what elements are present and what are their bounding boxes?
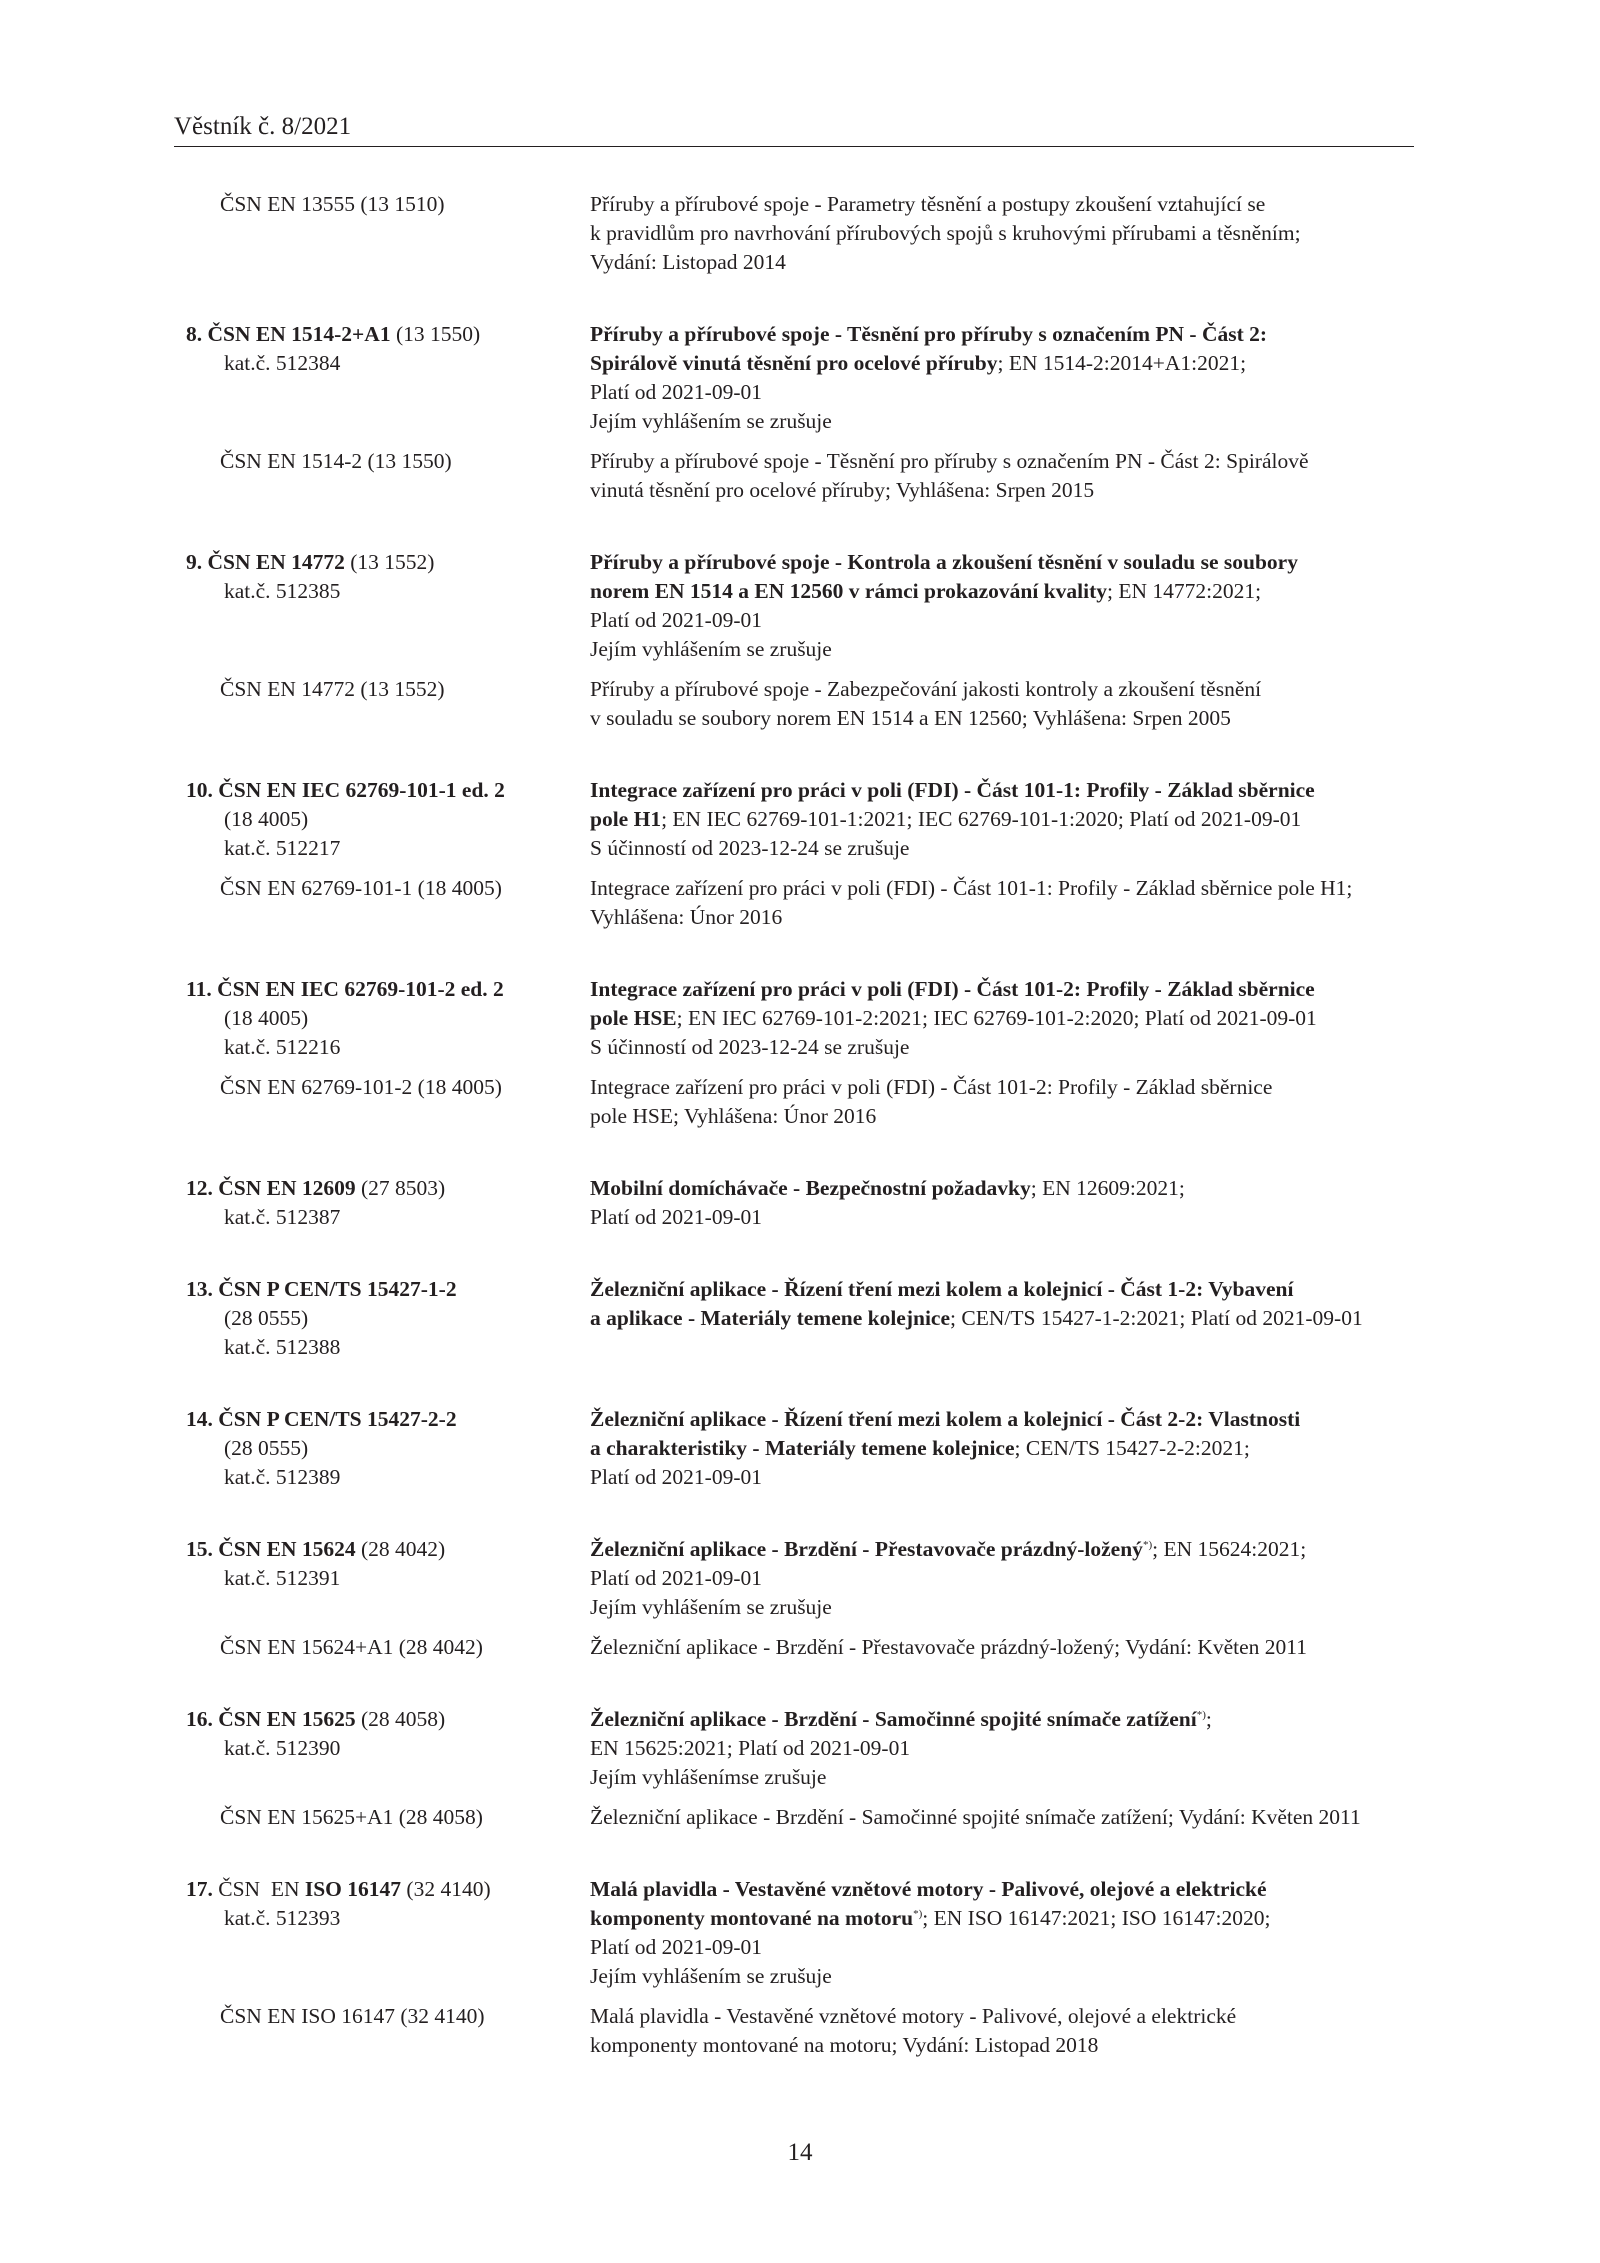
replaced-standard: ČSN EN 15625+A1 (28 4058) Železniční aplikace - Brzdění - Samočinné spojité snímače zatížení; Vydání: Květen 2011 — [0, 1803, 1600, 1832]
replaced-standard: ČSN EN 15624+A1 (28 4042) Železniční aplikace - Brzdění - Přestavovače prázdný-ložený; Vydání: Květen 2011 — [0, 1633, 1600, 1662]
replaced-standard: ČSN EN 62769-101-1 (18 4005) Integrace zařízení pro práci v poli (FDI) - Část 101-1: Profily - Základ sběrnice pole H1; Vyhlášena: Únor 2016 — [220, 876, 1353, 929]
entry-15 — [0, 1535, 1600, 1662]
standard-title: Spirálově vinutá těsnění pro ocelové příruby — [590, 351, 998, 375]
standard-code: 10. ČSN EN IEC 62769-101-1 ed. 2 — [186, 778, 505, 802]
entry-continuation — [0, 190, 1600, 277]
standard-code: 16. ČSN EN 15625 (28 4058) — [186, 1707, 446, 1731]
standard-code: 12. ČSN EN 12609 (27 8503) — [186, 1176, 446, 1200]
standard-title: Malá plavidla - Vestavěné vznětové motory - Palivové, olejové a elektrické — [590, 1877, 1267, 1901]
standard-title: Mobilní domíchávače - Bezpečnostní požadavky — [590, 1176, 1031, 1200]
repeal-note: Jejím vyhlášením se zrušuje — [590, 1964, 832, 1988]
entry-11 — [0, 975, 1600, 1131]
standard-title: Železniční aplikace - Brzdění - Samočinné spojité snímače zatížení — [590, 1707, 1197, 1731]
catalog-number: kat.č. 512391 — [224, 1566, 341, 1590]
standard-code: 11. ČSN EN IEC 62769-101-2 ed. 2 — [186, 977, 504, 1001]
replaced-code: ČSN EN 62769-101-2 (18 4005) — [220, 1075, 502, 1099]
standard-title: Železniční aplikace - Brzdění - Přestavovače prázdný-ložený — [590, 1537, 1143, 1561]
standard-class: (28 0555) — [224, 1436, 309, 1460]
valid-from: Platí od 2021-09-01 — [590, 1935, 762, 1959]
valid-from: EN 15625:2021; Platí od 2021-09-01 — [590, 1736, 911, 1760]
standard-code: 17. ČSN EN ISO 16147 (32 4140) — [186, 1877, 491, 1901]
catalog-number: kat.č. 512389 — [224, 1465, 341, 1489]
replaced-code: ČSN EN 62769-101-1 (18 4005) — [220, 876, 502, 900]
repeal-note: Jejím vyhlášením se zrušuje — [590, 409, 832, 433]
catalog-number: kat.č. 512384 — [224, 351, 341, 375]
valid-from: Platí od 2021-09-01 — [590, 1205, 762, 1229]
valid-from: Platí od 2021-09-01 — [590, 380, 762, 404]
replaced-standard: ČSN EN ISO 16147 (32 4140) Malá plavidla - Vestavěné vznětové motory - Palivové, olejové a elektrické komponenty montované na motoru; Vydání: Listopad 2018 — [220, 2004, 1237, 2057]
new-standard: 13. ČSN P CEN/TS 15427-1-2 (28 0555) kat.č. 512388 Železniční aplikace - Řízení tření mezi kolem a kolejnicí - Část 1-2: Vybavení a aplikace - Materiály temene kolejnice; CEN/TS 15427-1-2:2021; Platí od 2021-09-01 — [0, 1275, 1600, 1362]
footnote-marker: *) — [1196, 1709, 1206, 1721]
standard-code: 14. ČSN P CEN/TS 15427-2-2 — [186, 1407, 457, 1431]
catalog-number: kat.č. 512388 — [224, 1335, 341, 1359]
page-number: 14 — [787, 2139, 813, 2166]
entry-13 — [0, 1275, 1600, 1362]
standard-title: a aplikace - Materiály temene kolejnice — [590, 1306, 951, 1330]
standard-title: pole H1 — [590, 807, 662, 831]
standard-title: Železniční aplikace - Řízení tření mezi kolem a kolejnicí - Část 1-2: Vybavení — [590, 1277, 1294, 1301]
valid-from: Platí od 2021-09-01 — [590, 1566, 762, 1590]
replaced-title-line: Příruby a přírubové spoje - Parametry těsnění a postupy zkoušení vztahující se — [590, 192, 1266, 216]
valid-from: Platí od 2021-09-01 — [590, 1465, 762, 1489]
standard-title: Integrace zařízení pro práci v poli (FDI) - Část 101-2: Profily - Základ sběrnice — [590, 977, 1315, 1001]
standard-title: komponenty montované na motoru — [590, 1906, 914, 1930]
catalog-number: kat.č. 512393 — [224, 1906, 341, 1930]
repeal-note: S účinností od 2023-12-24 se zrušuje — [590, 836, 910, 860]
entry-12 — [0, 1174, 1600, 1232]
standard-title: Železniční aplikace - Řízení tření mezi kolem a kolejnicí - Část 2-2: Vlastnosti — [590, 1407, 1301, 1431]
standard-title: Příruby a přírubové spoje - Těsnění pro příruby s označením PN - Část 2: — [590, 322, 1268, 346]
standard-title: Příruby a přírubové spoje - Kontrola a zkoušení těsnění v souladu se soubory — [590, 550, 1298, 574]
standards-list — [0, 190, 1600, 2060]
replaced-code: ČSN EN 14772 (13 1552) — [220, 677, 445, 701]
valid-from: Platí od 2021-09-01 — [590, 608, 762, 632]
standard-code: 8. ČSN EN 1514-2+A1 (13 1550) — [186, 322, 481, 346]
standard-class: (28 0555) — [224, 1306, 309, 1330]
new-standard: 8. ČSN EN 1514-2+A1 (13 1550) kat.č. 512384 Příruby a přírubové spoje - Těsnění pro příruby s označením PN - Část 2: Spirálově vinutá těsnění pro ocelové příruby; EN 1514-2:2014+A1:2021; Platí od 2021-09-01 Jejím vyhlášením se zrušuje — [0, 320, 1600, 436]
replaced-code: ČSN EN 15625+A1 (28 4058) — [220, 1805, 483, 1829]
replaced-standard — [0, 190, 1600, 277]
header-divider — [174, 146, 1414, 147]
replaced-standard: ČSN EN 62769-101-2 (18 4005) Integrace zařízení pro práci v poli (FDI) - Část 101-2: Profily - Základ sběrnice pole HSE; Vyhlášena: Únor 2016 — [220, 1075, 1273, 1128]
repeal-note: Jejím vyhlášením se zrušuje — [590, 1595, 832, 1619]
standard-title: pole HSE — [590, 1006, 677, 1030]
catalog-number: kat.č. 512216 — [224, 1035, 341, 1059]
new-standard: 14. ČSN P CEN/TS 15427-2-2 (28 0555) kat.č. 512389 Železniční aplikace - Řízení tření mezi kolem a kolejnicí - Část 2-2: Vlastnosti a charakteristiky - Materiály temene kolejnice; CEN/TS 15427-2-2:2021; Platí od 2021-09-01 — [0, 1405, 1600, 1492]
replaced-standard: ČSN EN 1514-2 (13 1550) Příruby a přírubové spoje - Těsnění pro příruby s označením PN - Část 2: Spirálově vinutá těsnění pro ocelové příruby; Vyhlášena: Srpen 2015 — [220, 449, 1309, 502]
repeal-note: S účinností od 2023-12-24 se zrušuje — [590, 1035, 910, 1059]
new-standard: 12. ČSN EN 12609 (27 8503) kat.č. 512387 Mobilní domíchávače - Bezpečnostní požadavky; EN 12609:2021; Platí od 2021-09-01 — [0, 1174, 1600, 1232]
replaced-title-line: k pravidlům pro navrhování přírubových spojů s kruhovými přírubami a těsněním; — [590, 221, 1301, 245]
new-standard: 9. ČSN EN 14772 (13 1552) kat.č. 512385 Příruby a přírubové spoje - Kontrola a zkoušení těsnění v souladu se soubory norem EN 1514 a EN 12560 v rámci prokazování kvality; EN 14772:2021; Platí od 2021-09-01 Jejím vyhlášením se zrušuje — [0, 548, 1600, 664]
entry-17 — [0, 1875, 1600, 2060]
standard-code: 13. ČSN P CEN/TS 15427-1-2 — [186, 1277, 457, 1301]
replaced-code: ČSN EN 1514-2 (13 1550) — [220, 449, 452, 473]
catalog-number: kat.č. 512387 — [224, 1205, 341, 1229]
footnote-marker: *) — [913, 1908, 923, 1920]
standard-class: (18 4005) — [224, 1006, 309, 1030]
standard-class: (18 4005) — [224, 807, 309, 831]
repeal-note: Jejím vyhlášenímse zrušuje — [590, 1765, 827, 1789]
entry-14 — [0, 1405, 1600, 1492]
replaced-title-line: Vydání: Listopad 2014 — [590, 250, 786, 274]
standard-title: a charakteristiky - Materiály temene kolejnice — [590, 1436, 1015, 1460]
new-standard: 11. ČSN EN IEC 62769-101-2 ed. 2 (18 4005) kat.č. 512216 Integrace zařízení pro práci v poli (FDI) - Část 101-2: Profily - Základ sběrnice pole HSE; EN IEC 62769-101-2:2021; IEC 62769-101-2:2020; Platí od 2021-09-01 S účinností od 2023-12-24 se zrušuje — [0, 975, 1600, 1062]
repeal-note: Jejím vyhlášením se zrušuje — [590, 637, 832, 661]
replaced-standard: ČSN EN 14772 (13 1552) Příruby a přírubové spoje - Zabezpečování jakosti kontroly a zkoušení těsnění v souladu se soubory norem EN 1514 a EN 12560; Vyhlášena: Srpen 2005 — [220, 677, 1262, 730]
new-standard: 15. ČSN EN 15624 (28 4042) kat.č. 512391 Železniční aplikace - Brzdění - Přestavovače prázdný-ložený*); EN 15624:2021; Platí od 2021-09-01 Jejím vyhlášením se zrušuje — [0, 1535, 1600, 1622]
bulletin-header: Věstník č. 8/2021 — [174, 113, 352, 140]
entry-16 — [0, 1705, 1600, 1832]
catalog-number: kat.č. 512385 — [224, 579, 341, 603]
catalog-number: kat.č. 512390 — [224, 1736, 341, 1760]
standard-title: norem EN 1514 a EN 12560 v rámci prokazování kvality — [590, 579, 1107, 603]
replaced-code: ČSN EN 15624+A1 (28 4042) — [220, 1635, 483, 1659]
catalog-number: kat.č. 512217 — [224, 836, 341, 860]
entry-9 — [0, 548, 1600, 733]
new-standard: 10. ČSN EN IEC 62769-101-1 ed. 2 (18 4005) kat.č. 512217 Integrace zařízení pro práci v poli (FDI) - Část 101-1: Profily - Základ sběrnice pole H1; EN IEC 62769-101-1:2021; IEC 62769-101-1:2020; Platí od 2021-09-01 S účinností od 2023-12-24 se zrušuje — [0, 776, 1600, 863]
entry-10 — [0, 776, 1600, 932]
entry-8 — [0, 320, 1600, 505]
standard-code: 15. ČSN EN 15624 (28 4042) — [186, 1537, 446, 1561]
replaced-code: ČSN EN 13555 (13 1510) — [220, 192, 445, 216]
new-standard: 16. ČSN EN 15625 (28 4058) kat.č. 512390 Železniční aplikace - Brzdění - Samočinné spojité snímače zatížení*); EN 15625:2021; Platí od 2021-09-01 Jejím vyhlášenímse zrušuje — [0, 1705, 1600, 1792]
standard-title: Integrace zařízení pro práci v poli (FDI) - Část 101-1: Profily - Základ sběrnice — [590, 778, 1315, 802]
standard-code: 9. ČSN EN 14772 (13 1552) — [186, 550, 435, 574]
new-standard: 17. ČSN EN ISO 16147 (32 4140) kat.č. 512393 Malá plavidla - Vestavěné vznětové motory - Palivové, olejové a elektrické komponenty montované na motoru*); EN ISO 16147:2021; ISO 16147:2020; Platí od 2021-09-01 Jejím vyhlášením se zrušuje — [0, 1875, 1600, 1991]
replaced-code: ČSN EN ISO 16147 (32 4140) — [220, 2004, 485, 2028]
footnote-marker: *) — [1142, 1539, 1153, 1551]
